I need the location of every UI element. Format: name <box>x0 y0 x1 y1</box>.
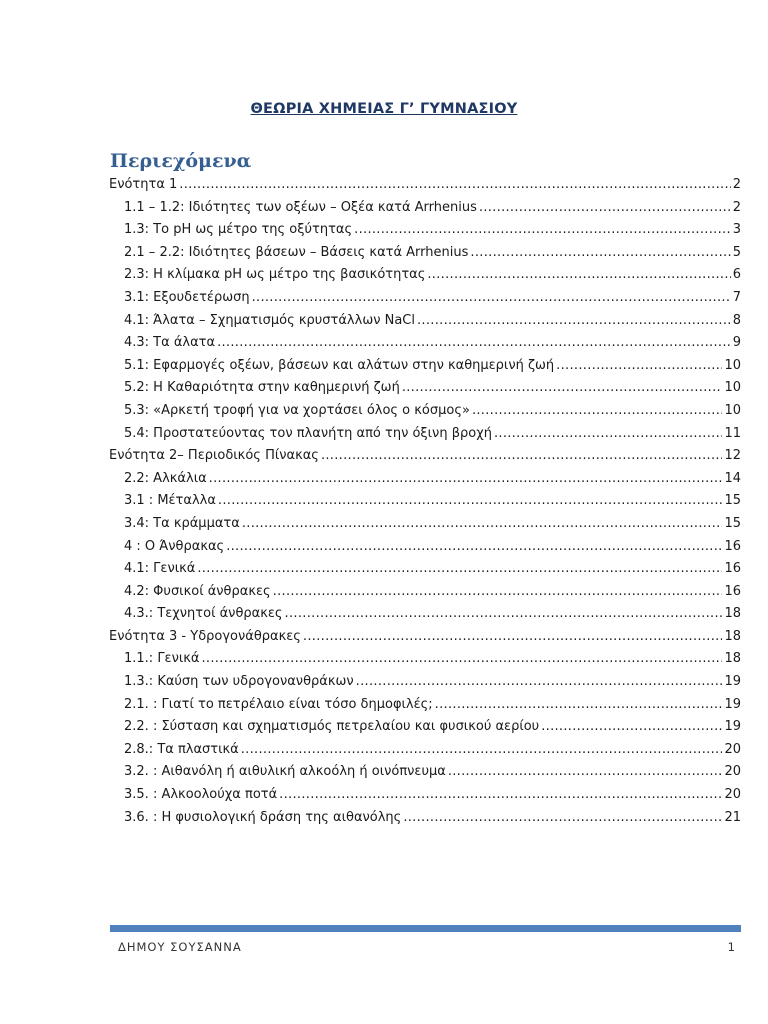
toc-heading: Περιεχόμενα <box>110 150 252 172</box>
toc-entry-page: 5 <box>732 244 741 260</box>
toc-subsection-entry[interactable] <box>109 310 741 333</box>
toc-entry-title: 3.6. : Η φυσιολογική δράση της αιθανόλης <box>124 809 402 825</box>
toc-entry-title: 4 : Ο Άνθρακας <box>124 538 225 554</box>
toc-subsection-entry[interactable] <box>109 603 741 626</box>
toc-entry-title: Ενότητα 3 - Υδρογονάθρακες <box>109 628 301 644</box>
toc-dot-leader <box>179 174 730 197</box>
toc-subsection-entry[interactable] <box>109 581 741 604</box>
toc-entry-title: 2.3: Η κλίμακα pH ως μέτρο της βασικότητας <box>124 267 426 283</box>
toc-subsection-entry[interactable] <box>109 536 741 559</box>
footer-author: ΔΗΜΟΥ ΣΟΥΣΑΝΝΑ <box>118 940 242 954</box>
toc-entry-page: 15 <box>724 515 741 531</box>
toc-subsection-entry[interactable] <box>109 264 741 287</box>
toc-entry-page: 18 <box>724 628 741 644</box>
toc-dot-leader <box>472 400 723 423</box>
toc-subsection-entry[interactable] <box>109 784 741 807</box>
toc-entry-title: Ενότητα 2– Περιοδικός Πίνακας <box>109 448 319 464</box>
toc-entry-title: 3.1: Εξουδετέρωση <box>124 289 250 305</box>
toc-dot-leader <box>209 468 723 491</box>
toc-entry-title: 2.2: Αλκάλια <box>124 470 207 486</box>
toc-subsection-entry[interactable] <box>109 400 741 423</box>
toc-entry-title: 1.3: Το pH ως μέτρο της οξύτητας <box>124 222 353 238</box>
toc-entry-page: 11 <box>724 425 741 441</box>
toc-subsection-entry[interactable] <box>109 242 741 265</box>
toc-entry-title: 1.3.: Καύση των υδρογονανθράκων <box>124 674 354 690</box>
toc-dot-leader <box>218 490 723 513</box>
toc-dot-leader <box>541 716 722 739</box>
toc-entry-title: 1.1.: Γενικά <box>124 651 200 667</box>
toc-entry-page: 3 <box>732 222 741 238</box>
toc-entry-title: 5.2: Η Καθαριότητα στην καθημερινή ζωή <box>124 380 400 396</box>
toc-dot-leader <box>356 671 723 694</box>
toc-dot-leader <box>403 807 722 830</box>
toc-entry-title: 2.1. : Γιατί το πετρέλαιο είναι τόσο δημοφιλές; <box>124 696 433 712</box>
toc-dot-leader <box>252 287 731 310</box>
toc-subsection-entry[interactable] <box>109 671 741 694</box>
toc-subsection-entry[interactable] <box>109 468 741 491</box>
toc-entry-page: 16 <box>724 561 741 577</box>
toc-entry-page: 19 <box>724 674 741 690</box>
toc-subsection-entry[interactable] <box>109 716 741 739</box>
toc-entry-title: 2.1 – 2.2: Ιδιότητες βάσεων – Βάσεις κατά Arrhenius <box>124 244 469 260</box>
toc-dot-leader <box>226 536 722 559</box>
toc-section-entry[interactable] <box>109 626 741 649</box>
toc-entry-page: 20 <box>724 764 741 780</box>
toc-section-entry[interactable] <box>109 445 741 468</box>
toc-dot-leader <box>241 739 723 762</box>
toc-subsection-entry[interactable] <box>109 807 741 830</box>
toc-dot-leader <box>556 355 722 378</box>
toc-dot-leader <box>427 264 730 287</box>
toc-entry-title: 3.1 : Μέταλλα <box>124 493 216 509</box>
toc-subsection-entry[interactable] <box>109 219 741 242</box>
toc-subsection-entry[interactable] <box>109 197 741 220</box>
toc-entry-title: 4.3.: Τεχνητοί άνθρακες <box>124 606 283 622</box>
toc-dot-leader <box>321 445 723 468</box>
toc-dot-leader <box>448 761 723 784</box>
toc-subsection-entry[interactable] <box>109 648 741 671</box>
toc-entry-title: 1.1 – 1.2: Ιδιότητες των οξέων – Οξέα κατά Arrhenius <box>124 199 477 215</box>
toc-dot-leader <box>417 310 731 333</box>
footer-divider <box>110 925 741 932</box>
toc-entry-page: 7 <box>732 289 741 305</box>
footer-page-number: 1 <box>727 940 735 954</box>
toc-entry-page: 10 <box>724 380 741 396</box>
toc-entry-title: 5.4: Προστατεύοντας τον πλανήτη από την όξινη βροχή <box>124 425 492 441</box>
toc-entry-title: 5.1: Εφαρμογές οξέων, βάσεων και αλάτων στην καθημερινή ζωή <box>124 357 555 373</box>
toc-entry-title: 4.2: Φυσικοί άνθρακες <box>124 583 271 599</box>
toc-entry-page: 8 <box>732 312 741 328</box>
toc-dot-leader <box>279 784 722 807</box>
toc-subsection-entry[interactable] <box>109 377 741 400</box>
table-of-contents <box>109 174 741 829</box>
toc-entry-title: 3.4: Τα κράμματα <box>124 515 240 531</box>
toc-dot-leader <box>494 423 723 446</box>
toc-entry-title: 4.3: Τα άλατα <box>124 335 216 351</box>
toc-entry-title: 2.2. : Σύσταση και σχηματισμός πετρελαίου και φυσικού αερίου <box>124 719 540 735</box>
toc-entry-page: 2 <box>732 199 741 215</box>
toc-dot-leader <box>242 513 723 536</box>
toc-entry-page: 14 <box>724 470 741 486</box>
toc-dot-leader <box>354 219 731 242</box>
toc-subsection-entry[interactable] <box>109 513 741 536</box>
toc-section-entry[interactable] <box>109 174 741 197</box>
toc-entry-title: 2.8.: Τα πλαστικά <box>124 741 239 757</box>
toc-subsection-entry[interactable] <box>109 355 741 378</box>
toc-entry-page: 18 <box>724 651 741 667</box>
toc-dot-leader <box>285 603 723 626</box>
toc-entry-page: 2 <box>732 177 741 192</box>
toc-entry-page: 10 <box>724 402 741 418</box>
toc-entry-title: 5.3: «Αρκετή τροφή για να χορτάσει όλος ο κόσμος» <box>124 402 470 418</box>
toc-entry-page: 21 <box>724 809 741 825</box>
document-title: ΘΕΩΡΙΑ ΧΗΜΕΙΑΣ Γ’ ΓΥΜΝΑΣΙΟΥ <box>250 101 518 117</box>
toc-subsection-entry[interactable] <box>109 332 741 355</box>
toc-dot-leader <box>435 694 723 717</box>
toc-entry-title: 4.1: Άλατα – Σχηματισμός κρυστάλλων NaCl <box>124 312 415 328</box>
toc-subsection-entry[interactable] <box>109 739 741 762</box>
toc-entry-title: 3.2. : Αιθανόλη ή αιθυλική αλκοόλη ή οινόπνευμα <box>124 764 446 780</box>
toc-entry-title: 4.1: Γενικά <box>124 561 196 577</box>
toc-subsection-entry[interactable] <box>109 287 741 310</box>
toc-entry-page: 6 <box>732 267 741 283</box>
toc-subsection-entry[interactable] <box>109 423 741 446</box>
toc-dot-leader <box>197 558 722 581</box>
toc-entry-title: Ενότητα 1 <box>109 177 178 192</box>
toc-entry-page: 12 <box>724 448 741 464</box>
toc-entry-page: 16 <box>724 538 741 554</box>
toc-subsection-entry[interactable] <box>109 761 741 784</box>
toc-dot-leader <box>201 648 722 671</box>
toc-entry-page: 16 <box>724 583 741 599</box>
toc-entry-page: 19 <box>724 719 741 735</box>
toc-entry-page: 19 <box>724 696 741 712</box>
toc-subsection-entry[interactable] <box>109 490 741 513</box>
toc-dot-leader <box>217 332 731 355</box>
toc-dot-leader <box>273 581 723 604</box>
toc-entry-page: 15 <box>724 493 741 509</box>
toc-entry-title: 3.5. : Αλκοολούχα ποτά <box>124 787 278 803</box>
toc-dot-leader <box>303 626 723 649</box>
toc-entry-page: 9 <box>732 335 741 351</box>
toc-dot-leader <box>402 377 723 400</box>
toc-dot-leader <box>479 197 731 220</box>
toc-entry-page: 18 <box>724 606 741 622</box>
toc-entry-page: 20 <box>724 741 741 757</box>
toc-dot-leader <box>470 242 730 265</box>
toc-entry-page: 20 <box>724 787 741 803</box>
toc-entry-page: 10 <box>724 357 741 373</box>
toc-subsection-entry[interactable] <box>109 694 741 717</box>
toc-subsection-entry[interactable] <box>109 558 741 581</box>
